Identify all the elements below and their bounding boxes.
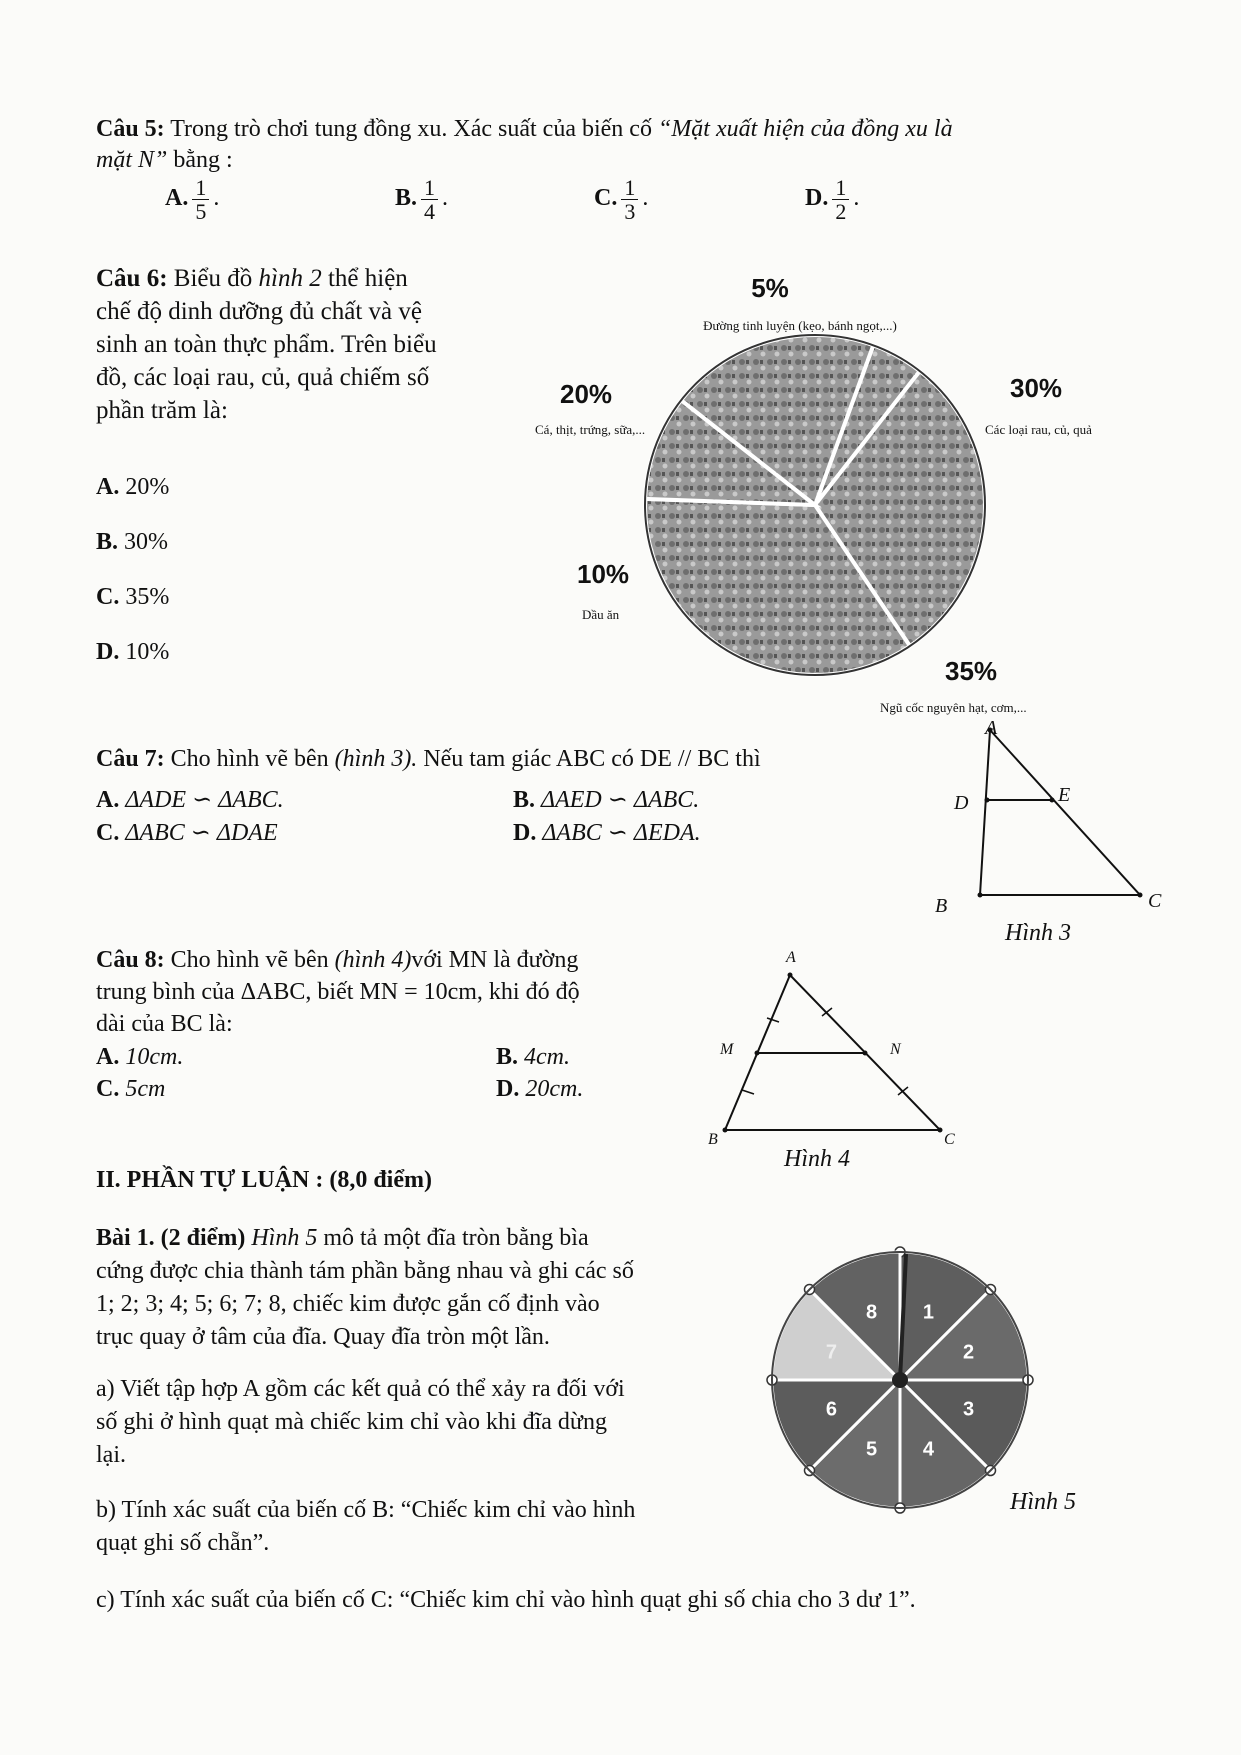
fig4-label-b: B <box>708 1131 718 1148</box>
question-6: Câu 6: Biểu đồ hình 2 thể hiện chế độ dinh dưỡng đủ chất và vệ sinh an toàn thực phẩm. Trên biểu đồ, các loại rau, củ, quả chiếm số phần trăm là: <box>96 265 437 424</box>
fig3-label-b: B <box>935 895 948 917</box>
fig4-label-a: A <box>786 949 796 966</box>
fig4-label-c: C <box>944 1131 955 1148</box>
question-7: Câu 7: Cho hình vẽ bên (hình 3). Nếu tam giác ABC có DE // BC thì <box>96 746 761 772</box>
pie-pct-vegetables: 30% <box>1010 373 1063 403</box>
spinner-number-4: 4 <box>922 1438 934 1461</box>
q6-option-b[interactable]: B. 30% <box>96 529 169 555</box>
fig3-label-e: E <box>1058 784 1071 806</box>
figure-3-triangle <box>930 720 1170 930</box>
spinner-number-2: 2 <box>963 1341 975 1364</box>
pie-label-grains: Ngũ cốc nguyên hạt, cơm,... <box>880 700 1027 715</box>
q8-option-c[interactable]: C. 5cm <box>96 1076 166 1102</box>
figure-5-spinner <box>760 1240 1040 1520</box>
q5-option-c[interactable]: C. $\frac{1}{3}$ . <box>594 175 649 225</box>
question-label: Câu 5: <box>96 116 165 142</box>
spinner-center <box>892 1372 908 1388</box>
q6-option-c[interactable]: C. 35% <box>96 584 170 610</box>
q6-option-d[interactable]: D. 10% <box>96 639 170 665</box>
exercise-1-part-a: a) Viết tập hợp A gồm các kết quả có thể xảy ra đối với số ghi ở hình quạt mà chiếc kim chỉ vào khi đĩa dừng lại. <box>96 1376 625 1468</box>
pie-label-oil: Dầu ăn <box>582 607 620 622</box>
fig5-caption: Hình 5 <box>1010 1489 1076 1515</box>
q8-option-d[interactable]: D. 20cm. <box>496 1076 584 1102</box>
spinner-number-1: 1 <box>922 1301 934 1324</box>
triangle-abc <box>980 730 1140 895</box>
q7-option-d[interactable]: D. ΔABC ∽ ΔEDA. <box>513 820 701 846</box>
exercise-1-part-c: c) Tính xác suất của biến cố C: “Chiếc kim chỉ vào hình quạt ghi số chia cho 3 dư 1”. <box>96 1587 916 1613</box>
exercise-1-part-b: b) Tính xác suất của biến cố B: “Chiếc kim chỉ vào hình quạt ghi số chẵn”. <box>96 1497 636 1556</box>
fig3-label-c: C <box>1148 890 1162 912</box>
fig4-label-n: N <box>890 1041 901 1058</box>
fig3-caption: Hình 3 <box>1005 920 1071 946</box>
q8-option-a[interactable]: A. 10cm. <box>96 1044 184 1070</box>
fig3-label-d: D <box>954 792 969 814</box>
question-8: Câu 8: Cho hình vẽ bên (hình 4)với MN là đường trung bình của ΔABC, biết MN = 10cm, khi đó độ dài của BC là: <box>96 947 580 1037</box>
pie-pct-grains: 35% <box>945 656 998 686</box>
q7-option-c[interactable]: C. ΔABC ∽ ΔDAE <box>96 820 278 846</box>
q5-option-a[interactable]: A. $\frac{1}{5}$ . <box>165 175 220 225</box>
question-5: Câu 5: Trong trò chơi tung đồng xu. Xác suất của biến cố “Mặt xuất hiện của đồng xu là mặt N” bằng : <box>96 116 953 174</box>
pie-pct-oil: 10% <box>577 559 630 589</box>
fig3-label-a: A <box>985 717 998 739</box>
pie-label-vegetables: Các loại rau, củ, quả <box>985 422 1092 437</box>
pie-pct-protein: 20% <box>560 379 613 409</box>
part-2-heading: II. PHẦN TỰ LUẬN : (8,0 điểm) <box>96 1167 432 1193</box>
pie-label-protein: Cá, thịt, trứng, sữa,... <box>535 422 646 437</box>
q5-option-d[interactable]: D. $\frac{1}{2}$ . <box>805 175 860 225</box>
nutrition-pie-chart <box>640 330 990 680</box>
q7-option-a[interactable]: A. ΔADE ∽ ΔABC. <box>96 787 284 813</box>
spinner-number-6: 6 <box>825 1398 837 1421</box>
q7-option-b[interactable]: B. ΔAED ∽ ΔABC. <box>513 787 700 813</box>
q8-option-b[interactable]: B. 4cm. <box>496 1044 570 1070</box>
exercise-1: Bài 1. (2 điểm) Hình 5 mô tả một đĩa tròn bằng bìa cứng được chia thành tám phần bằng nhau và ghi các số 1; 2; 3; 4; 5; 6; 7; 8, chiếc kim được gắn cố định vào trục quay ở tâm của đĩa. Quay đĩa tròn một lần. <box>96 1225 634 1350</box>
figure-4-triangle <box>700 940 960 1140</box>
pie-label-sugar: Đường tinh luyện (kẹo, bánh ngọt,...) <box>703 318 897 333</box>
spinner-number-3: 3 <box>963 1398 975 1421</box>
spinner-number-5: 5 <box>866 1438 878 1461</box>
spinner-number-8: 8 <box>866 1301 878 1324</box>
q6-option-a[interactable]: A. 20% <box>96 474 170 500</box>
pie-pct-sugar: 5% <box>751 273 789 303</box>
fig4-label-m: M <box>720 1041 734 1058</box>
spinner-number-7: 7 <box>825 1341 837 1364</box>
q5-option-b[interactable]: B. $\frac{1}{4}$ . <box>395 175 449 225</box>
fig4-caption: Hình 4 <box>784 1146 850 1172</box>
